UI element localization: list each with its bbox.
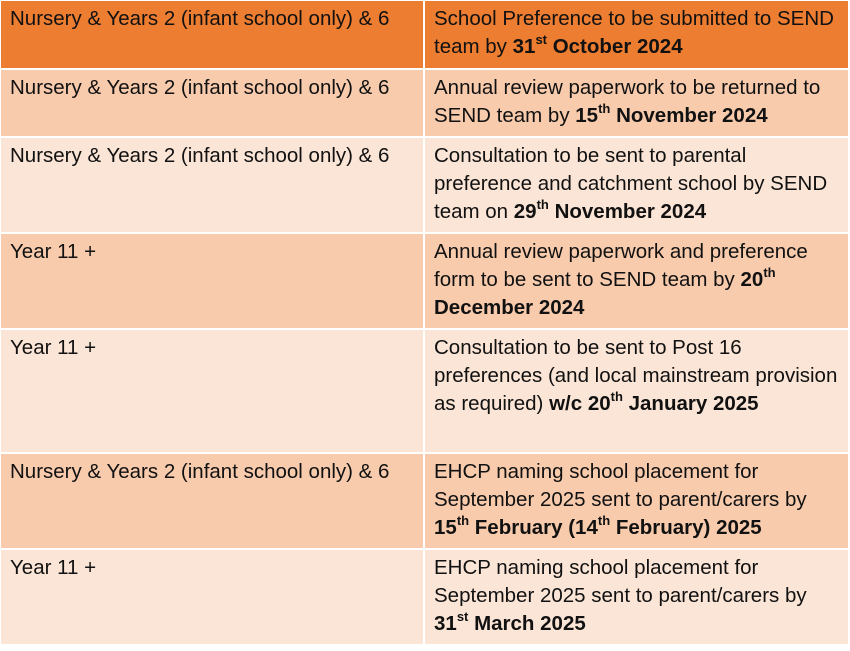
deadline-cell	[424, 137, 849, 233]
deadline-cell	[424, 329, 849, 453]
deadline-date: 31st March 2025	[434, 609, 586, 635]
deadline-cell	[424, 549, 849, 645]
year-group-cell: Nursery & Years 2 (infant school only) & 6	[1, 1, 424, 69]
year-group-cell: Year 11 +	[1, 549, 424, 645]
deadline-date: 15th February (14th February) 2025	[434, 513, 762, 539]
year-group-cell: Nursery & Years 2 (infant school only) & 6	[1, 453, 424, 549]
deadline-cell	[424, 1, 849, 69]
table-row	[1, 137, 849, 233]
year-group-cell: Year 11 +	[1, 329, 424, 453]
deadline-cell	[424, 453, 849, 549]
table-row	[1, 233, 849, 329]
deadline-text: School Preference to be submitted to SEND team by	[434, 7, 834, 58]
deadline-text: Consultation to be sent to parental preference and catchment school by SEND team on	[434, 144, 828, 223]
deadline-text: Annual review paperwork and preference form to be sent to SEND team by	[434, 240, 808, 291]
send-deadlines-table	[1, 1, 850, 646]
table-row	[1, 1, 849, 69]
deadline-text: Annual review paperwork to be returned to SEND team by	[434, 76, 821, 127]
year-group-cell: Nursery & Years 2 (infant school only) & 6	[1, 137, 424, 233]
year-group-cell: Nursery & Years 2 (infant school only) & 6	[1, 69, 424, 137]
deadline-date: 20th December 2024	[434, 265, 776, 319]
deadline-text: EHCP naming school placement for September 2025 sent to parent/carers by	[434, 460, 807, 511]
deadline-text: Consultation to be sent to Post 16 preferences (and local mainstream provision as required)	[434, 336, 838, 415]
deadline-date: w/c 20th January 2025	[549, 389, 759, 415]
deadline-date: 15th November 2024	[575, 101, 768, 127]
deadline-cell	[424, 233, 849, 329]
table-row	[1, 453, 849, 549]
year-group-cell: Year 11 +	[1, 233, 424, 329]
deadline-cell	[424, 69, 849, 137]
deadline-date: 31st October 2024	[512, 32, 683, 58]
deadline-date: 29th November 2024	[513, 197, 707, 223]
table-row	[1, 549, 849, 645]
table-row	[1, 329, 849, 453]
deadline-text: EHCP naming school placement for September 2025 sent to parent/carers by	[434, 556, 807, 607]
table-row	[1, 69, 849, 137]
